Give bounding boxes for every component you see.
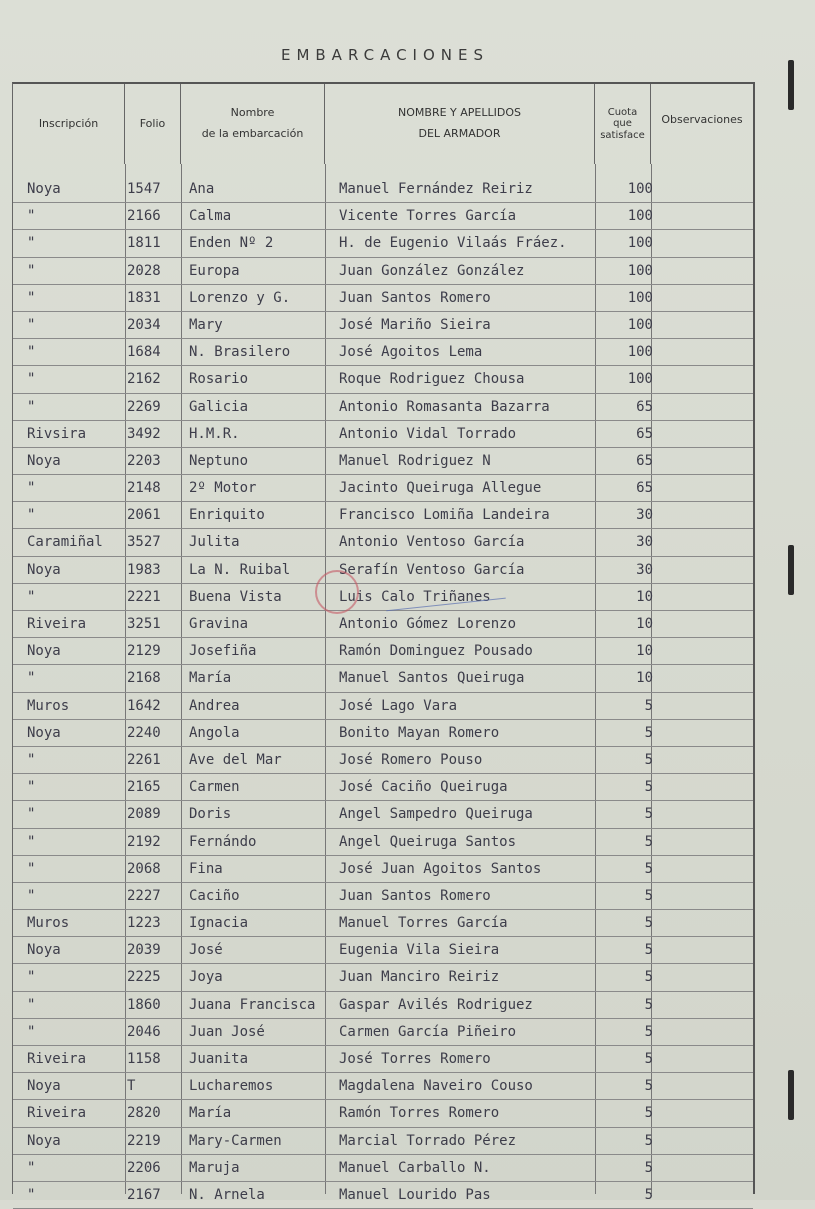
cell-armador: Juan González González: [339, 262, 525, 279]
cell-folio: 3251: [127, 616, 161, 632]
cell-folio: 2219: [127, 1132, 161, 1149]
cell-inscripcion: ": [27, 969, 36, 986]
cell-cuota: 5: [644, 1159, 653, 1176]
cell-folio: 1223: [127, 915, 161, 932]
cell-folio: 1831: [127, 289, 161, 306]
cell-inscripcion: ": [27, 507, 36, 524]
cell-armador: Juan Santos Romero: [339, 887, 491, 904]
cell-folio: 2148: [127, 480, 161, 497]
cell-inscripcion: ": [27, 887, 36, 904]
cell-folio: 1642: [127, 697, 161, 714]
table-row: [13, 1046, 753, 1073]
table-row: [13, 611, 753, 638]
cell-inscripcion: Caramiñal: [27, 534, 103, 551]
cell-folio: 2167: [127, 1186, 161, 1203]
cell-cuota: 5: [644, 915, 653, 932]
cell-cuota: 100: [627, 208, 653, 225]
cell-inscripcion: Noya: [27, 643, 61, 660]
cell-cuota: 5: [644, 779, 653, 796]
cell-inscripcion: ": [27, 1159, 36, 1176]
cell-inscripcion: Riveira: [27, 616, 87, 632]
table-row: [13, 693, 753, 720]
table-row: [13, 475, 753, 502]
header-inscripcion: Inscripción: [13, 84, 125, 164]
cell-embarcacion: Lorenzo y G.: [189, 289, 291, 306]
cell-armador: José Juan Agoitos Santos: [339, 860, 542, 877]
cell-folio: 2820: [127, 1105, 161, 1122]
cell-embarcacion: Lucharemos: [189, 1078, 274, 1095]
table-row: [13, 856, 753, 883]
cell-armador: Magdalena Naveiro Couso: [339, 1078, 533, 1095]
table-row: [13, 801, 753, 828]
cell-armador: Antonio Romasanta Bazarra: [339, 398, 550, 415]
cell-armador: Manuel Carballo N.: [339, 1159, 491, 1176]
cell-inscripcion: Noya: [27, 1132, 61, 1149]
cell-cuota: 5: [644, 1078, 653, 1095]
cell-folio: 2028: [127, 262, 161, 279]
cell-embarcacion: María: [189, 1105, 232, 1122]
cell-armador: Jacinto Queiruga Allegue: [339, 480, 542, 497]
cell-cuota: 10: [636, 643, 653, 660]
cell-folio: 1684: [127, 344, 161, 361]
table-row: [13, 1019, 753, 1046]
cell-armador: Antonio Ventoso García: [339, 534, 525, 551]
table-row: [13, 1155, 753, 1182]
cell-cuota: 65: [636, 480, 653, 497]
cell-folio: 2162: [127, 371, 161, 388]
cell-inscripcion: ": [27, 1023, 36, 1040]
cell-cuota: 100: [627, 262, 653, 279]
cell-embarcacion: Julita: [189, 534, 240, 551]
cell-inscripcion: ": [27, 289, 36, 306]
cell-cuota: 5: [644, 1105, 653, 1122]
cell-folio: 2261: [127, 751, 161, 768]
binding-hole-icon: [788, 60, 794, 110]
table-row: [13, 1128, 753, 1155]
cell-folio: 2068: [127, 860, 161, 877]
cell-folio: 3492: [127, 425, 161, 442]
cell-embarcacion: Joya: [189, 969, 223, 986]
table-row: [13, 747, 753, 774]
cell-embarcacion: Juanita: [189, 1051, 249, 1067]
header-folio: Folio: [125, 84, 181, 164]
cell-armador: H. de Eugenio Vilaás Fráez.: [339, 235, 567, 252]
cell-cuota: 100: [627, 316, 653, 333]
header-armador: NOMBRE Y APELLIDOS DEL ARMADOR: [325, 84, 595, 164]
table-row: [13, 529, 753, 556]
table-row: [13, 584, 753, 611]
cell-armador: Eugenia Vila Sieira: [339, 942, 500, 959]
cell-folio: 2227: [127, 887, 161, 904]
table-row: [13, 230, 753, 257]
cell-armador: Juan Manciro Reiriz: [339, 969, 500, 986]
cell-folio: 2165: [127, 779, 161, 796]
cell-cuota: 30: [636, 534, 653, 551]
cell-armador: Antonio Gómez Lorenzo: [339, 616, 517, 632]
table-row: [13, 176, 753, 203]
cell-folio: 1811: [127, 235, 161, 252]
cell-cuota: 5: [644, 1132, 653, 1149]
cell-armador: Carmen García Piñeiro: [339, 1023, 517, 1040]
cell-cuota: 30: [636, 561, 653, 578]
table-row: [13, 910, 753, 937]
cell-cuota: 5: [644, 1051, 653, 1067]
cell-armador: Ramón Torres Romero: [339, 1105, 500, 1122]
cell-armador: Francisco Lomiña Landeira: [339, 507, 550, 524]
cell-inscripcion: ": [27, 208, 36, 225]
cell-folio: 2039: [127, 942, 161, 959]
table-row: [13, 339, 753, 366]
table-row: [13, 937, 753, 964]
cell-embarcacion: Caciño: [189, 887, 240, 904]
cell-folio: 2221: [127, 588, 161, 605]
cell-embarcacion: Enriquito: [189, 507, 265, 524]
cell-cuota: 10: [636, 588, 653, 605]
cell-folio: 1158: [127, 1051, 161, 1067]
cell-inscripcion: Noya: [27, 452, 61, 469]
cell-armador: Antonio Vidal Torrado: [339, 425, 517, 442]
table-row: [13, 285, 753, 312]
cell-folio: 2206: [127, 1159, 161, 1176]
table-row: [13, 557, 753, 584]
cell-armador: Angel Queiruga Santos: [339, 833, 517, 850]
cell-cuota: 100: [627, 289, 653, 306]
cell-armador: Manuel Fernández Reiriz: [339, 181, 533, 197]
table-row: [13, 258, 753, 285]
cell-inscripcion: ": [27, 779, 36, 796]
cell-embarcacion: Angola: [189, 724, 240, 741]
cell-inscripcion: Noya: [27, 1078, 61, 1095]
cell-armador: José Torres Romero: [339, 1051, 491, 1067]
cell-embarcacion: Josefiña: [189, 643, 257, 660]
cell-embarcacion: Buena Vista: [189, 588, 282, 605]
cell-inscripcion: Muros: [27, 915, 70, 932]
cell-embarcacion: José: [189, 942, 223, 959]
cell-armador: Roque Rodriguez Chousa: [339, 371, 525, 388]
cell-inscripcion: Riveira: [27, 1051, 87, 1067]
cell-armador: Manuel Torres García: [339, 915, 508, 932]
cell-armador: Marcial Torrado Pérez: [339, 1132, 517, 1149]
cell-embarcacion: Carmen: [189, 779, 240, 796]
cell-inscripcion: ": [27, 235, 36, 252]
cell-folio: 2269: [127, 398, 161, 415]
cell-cuota: 5: [644, 969, 653, 986]
cell-embarcacion: Ignacia: [189, 915, 249, 932]
cell-inscripcion: ": [27, 751, 36, 768]
cell-cuota: 5: [644, 942, 653, 959]
cell-folio: 2089: [127, 806, 161, 823]
table-row: [13, 638, 753, 665]
cell-cuota: 5: [644, 806, 653, 823]
table-row: [13, 312, 753, 339]
cell-embarcacion: María: [189, 670, 232, 687]
cell-embarcacion: Ana: [189, 181, 215, 197]
cell-embarcacion: H.M.R.: [189, 425, 240, 442]
cell-embarcacion: Fina: [189, 860, 223, 877]
table-row: [13, 883, 753, 910]
cell-embarcacion: Doris: [189, 806, 232, 823]
cell-embarcacion: N. Brasilero: [189, 344, 291, 361]
cell-folio: 2168: [127, 670, 161, 687]
cell-cuota: 30: [636, 507, 653, 524]
cell-embarcacion: Maruja: [189, 1159, 240, 1176]
cell-cuota: 100: [627, 181, 653, 197]
cell-embarcacion: Andrea: [189, 697, 240, 714]
cell-cuota: 10: [636, 616, 653, 632]
cell-armador: José Romero Pouso: [339, 751, 483, 768]
cell-cuota: 5: [644, 724, 653, 741]
cell-armador: Manuel Rodriguez N: [339, 452, 491, 469]
cell-cuota: 5: [644, 751, 653, 768]
cell-armador: Vicente Torres García: [339, 208, 517, 225]
cell-armador: José Mariño Sieira: [339, 316, 491, 333]
cell-armador: Juan Santos Romero: [339, 289, 491, 306]
cell-folio: 2225: [127, 969, 161, 986]
cell-cuota: 5: [644, 1186, 653, 1203]
cell-inscripcion: ": [27, 860, 36, 877]
cell-folio: T: [127, 1078, 136, 1095]
table-row: [13, 829, 753, 856]
table-row: [13, 502, 753, 529]
cell-cuota: 5: [644, 860, 653, 877]
cell-embarcacion: 2º Motor: [189, 480, 257, 497]
cell-inscripcion: Noya: [27, 181, 61, 197]
cell-embarcacion: Juan José: [189, 1023, 265, 1040]
cell-folio: 2203: [127, 452, 161, 469]
table-row: [13, 394, 753, 421]
header-cuota: Cuota que satisface: [595, 84, 651, 164]
cell-armador: Manuel Lourido Pas: [339, 1186, 491, 1203]
cell-folio: 2034: [127, 316, 161, 333]
cell-embarcacion: Calma: [189, 208, 232, 225]
cell-armador: Angel Sampedro Queiruga: [339, 806, 533, 823]
table-row: [13, 1100, 753, 1127]
cell-inscripcion: ": [27, 398, 36, 415]
cell-cuota: 65: [636, 425, 653, 442]
cell-embarcacion: Rosario: [189, 371, 249, 388]
cell-armador: José Lago Vara: [339, 697, 458, 714]
page-title: EMBARCACIONES: [280, 46, 490, 64]
binding-hole-icon: [788, 545, 794, 595]
cell-folio: 2166: [127, 208, 161, 225]
table-row: [13, 1073, 753, 1100]
cell-embarcacion: Mary-Carmen: [189, 1132, 282, 1149]
cell-cuota: 5: [644, 996, 653, 1013]
cell-cuota: 100: [627, 235, 653, 252]
cell-folio: 1547: [127, 181, 161, 197]
seal-stamp-icon: [315, 570, 359, 614]
cell-embarcacion: Juana Francisca: [189, 996, 316, 1013]
cell-inscripcion: ": [27, 833, 36, 850]
table-row: [13, 203, 753, 230]
cell-armador: Serafín Ventoso García: [339, 561, 525, 578]
cell-cuota: 65: [636, 398, 653, 415]
cell-inscripcion: ": [27, 806, 36, 823]
cell-armador: Manuel Santos Queiruga: [339, 670, 525, 687]
table-row: [13, 992, 753, 1019]
cell-inscripcion: Noya: [27, 942, 61, 959]
cell-inscripcion: ": [27, 480, 36, 497]
cell-inscripcion: ": [27, 1186, 36, 1203]
cell-embarcacion: Ave del Mar: [189, 751, 282, 768]
cell-inscripcion: ": [27, 262, 36, 279]
table-row: [13, 1182, 753, 1209]
cell-cuota: 5: [644, 1023, 653, 1040]
cell-inscripcion: Rivsira: [27, 425, 87, 442]
cell-armador: Bonito Mayan Romero: [339, 724, 500, 741]
cell-inscripcion: Riveira: [27, 1105, 87, 1122]
cell-cuota: 65: [636, 452, 653, 469]
table-body: [13, 176, 753, 1209]
cell-cuota: 5: [644, 887, 653, 904]
cell-cuota: 5: [644, 697, 653, 714]
cell-embarcacion: Europa: [189, 262, 240, 279]
table-row: [13, 774, 753, 801]
cell-inscripcion: ": [27, 316, 36, 333]
cell-embarcacion: Enden Nº 2: [189, 235, 274, 252]
cell-folio: 2192: [127, 833, 161, 850]
cell-folio: 1983: [127, 561, 161, 578]
cell-embarcacion: Neptuno: [189, 452, 249, 469]
vessels-table: [12, 82, 755, 1203]
header-observaciones: Observaciones: [661, 113, 743, 126]
binding-hole-icon: [788, 1070, 794, 1120]
cell-embarcacion: La N. Ruibal: [189, 561, 291, 578]
cell-folio: 3527: [127, 534, 161, 551]
cell-folio: 2046: [127, 1023, 161, 1040]
cell-armador: José Agoitos Lema: [339, 344, 483, 361]
cell-embarcacion: N. Arnela: [189, 1186, 265, 1203]
cell-inscripcion: ": [27, 670, 36, 687]
cell-cuota: 100: [627, 371, 653, 388]
header-nombre-embarcacion: Nombre de la embarcación: [181, 84, 325, 164]
cell-embarcacion: Galicia: [189, 398, 249, 415]
table-row: [13, 421, 753, 448]
cell-inscripcion: ": [27, 371, 36, 388]
cell-cuota: 10: [636, 670, 653, 687]
cell-cuota: 100: [627, 344, 653, 361]
cell-folio: 1860: [127, 996, 161, 1013]
cell-armador: Luis Calo Triñanes: [339, 588, 491, 605]
cell-folio: 2240: [127, 724, 161, 741]
cell-inscripcion: Noya: [27, 561, 61, 578]
cell-folio: 2129: [127, 643, 161, 660]
cell-inscripcion: ": [27, 996, 36, 1013]
cell-folio: 2061: [127, 507, 161, 524]
table-row: [13, 665, 753, 692]
cell-embarcacion: Gravina: [189, 616, 249, 632]
cell-inscripcion: Muros: [27, 697, 70, 714]
cell-cuota: 5: [644, 833, 653, 850]
cell-inscripcion: ": [27, 588, 36, 605]
table-row: [13, 964, 753, 991]
cell-embarcacion: Mary: [189, 316, 223, 333]
cell-armador: Ramón Dominguez Pousado: [339, 643, 533, 660]
cell-armador: José Caciño Queiruga: [339, 779, 508, 796]
table-row: [13, 720, 753, 747]
cell-armador: Gaspar Avilés Rodriguez: [339, 996, 533, 1013]
table-row: [13, 448, 753, 475]
table-row: [13, 366, 753, 393]
cell-embarcacion: Fernándo: [189, 833, 257, 850]
cell-inscripcion: ": [27, 344, 36, 361]
cell-inscripcion: Noya: [27, 724, 61, 741]
